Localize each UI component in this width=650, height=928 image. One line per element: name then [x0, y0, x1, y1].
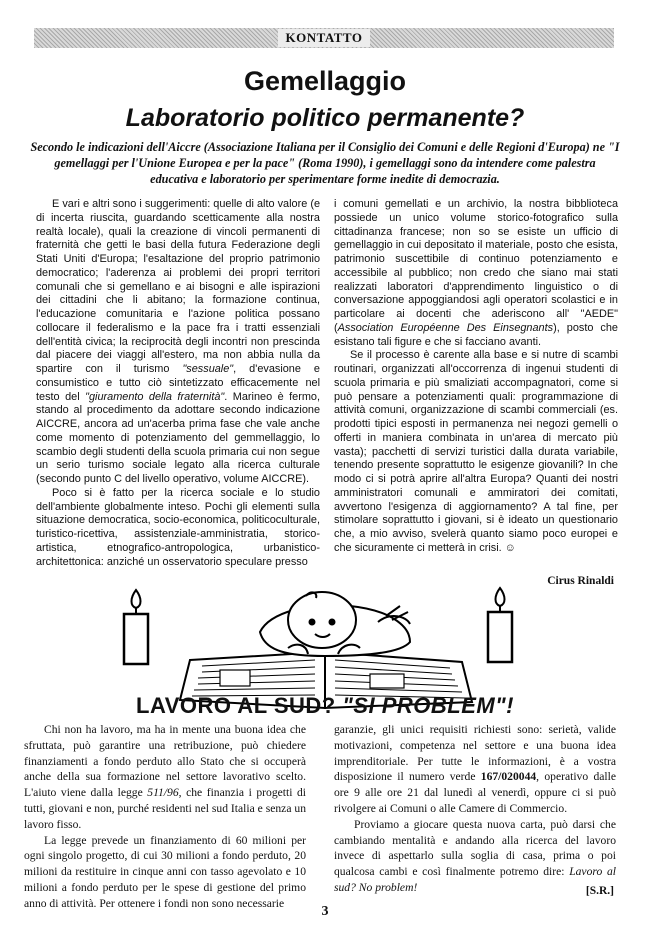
article-intro: Secondo le indicazioni dell'Aiccre (Associazione Italiana per il Consiglio dei Comuni e delle Regioni d'Europa) ne "I gemellaggi per l'Unione Europea e per la pace" (Roma 1990), i gemellaggi sono da intendere come palestra educativa e laboratorio per sperimentare forme inedite di democrazia.	[30, 140, 620, 186]
article-left-column	[36, 198, 320, 569]
paragraph: Proviamo a giocare questa nuova carta, può darsi che cambiando mentalità e andando alla ricerca del lavoro invece di aspettarlo sulla soglia di casa, prima o poi qualcosa cambi e così finalmente potremo dire: Lavoro al sud? No problem!	[334, 817, 616, 894]
paragraph: La legge prevede un finanziamento di 60 milioni per ogni singolo progetto, di cui 30 milioni a fondo perduto, 20 milioni da restituire in cinque anni con tasso agevolato e 10 milioni a fondo perduto per le spese di gestione del primo anno di attività. Per ottenere i fondi non sono necessarie	[24, 833, 306, 910]
paragraph: Chi non ha lavoro, ma ha in mente una buona idea che sfruttata, può garantire una retribuzione, può chiedere finanziamenti a fondo perduto allo Stato che si occuperà anche della sua formazione nel settore lavorativo scelto. L'aiuto viene dalla legge 511/96, che finanzia i progetti di tutti, giovani e non, purché residenti nel sud Italia e senza un lavoro fisso.	[24, 723, 306, 831]
article-title: Gemellaggio	[243, 66, 407, 96]
article2-author: [S.R.]	[585, 885, 614, 897]
baby-icon	[260, 592, 410, 656]
paragraph: i comuni gemellati e un archivio, la nostra bibblioteca possiede un unico volume storico-fotografico sulla cittadinanza francese; non so se esiste un ufficio di gemellaggio in cui depositato il materiale, posto che esista, patrimonio suscettibile di continuo potenziamento e accessibile al pubblico; non credo che siano mai stati realizzati laboratori d'apprendimento linguistico o di conversazione appoggiandosi agli operatori scolastici e in particolare ai docenti che aderiscono all' "AEDE" (Association Européenne Des Einsegnants), posto che esistano tali figure e che si facciano avanti.	[334, 198, 618, 348]
page-number: 3	[321, 904, 329, 919]
article2-left-column	[24, 722, 306, 912]
paragraph: garanzie, gli unici requisiti richiesti sono: serietà, valide motivazioni, competenza nel settore e una buona idea imprenditoriale. Per tutte le informazioni, è a vostra disposizione il numero verde 167/020044, operativo dalle ore 9 alle ore 21 dal lunedì al venerdì, oppure ci si può rivolgere ai Comuni o alle Camere di Commercio.	[334, 723, 616, 815]
article-subtitle: Laboratorio politico permanente?	[125, 104, 525, 132]
article2-headline: LAVORO AL SUD? "SI PROBLEM"!	[136, 693, 514, 718]
article-right-column	[334, 198, 618, 556]
article2-right-column	[334, 722, 616, 896]
section-label: KONTATTO	[278, 29, 371, 47]
section-header-band	[34, 28, 614, 48]
paragraph: E vari e altri sono i suggerimenti: quelle di alto valore (e di incerta riuscita, guardando scetticamente alla nostra realtà locale), quali la creazione di vincoli permanenti di fraternità che getti le basi della futura Federazione degli Stati Uniti d'Europa; l'esaltazione del proprio patrimonio democratico; l'aderenza ai problemi dei propri territori comunali che si gemellano e ai bisogni e alle ispirazioni dei cittadini che li abitano; la formazione continua, l'educazione comunitaria e l'azione politica possano collocare il federalismo e la pace fra i tratti essenziali dell'entità civica; la reciprocità degli incontri non prescinda dal piacere dei viaggi all'estero, ma non abbia nulla da spartire con il turismo "sessuale", d'evasione e consumistico e tutto ciò sintetizzato efficacemente nel testo del "giuramento della fraternità". Marineo è fermo, stando al procedimento da adottare secondo indicazione AICCRE, ancora ad un'acerba prima fase che vale anche come momento di potenziamento del gemmellaggio, lo scambio degli studenti della scuola primaria cui non segue un serio turismo sociale legato alla ricerca culturale (secondo punto C del livello operativo, volume AICCRE).	[36, 198, 321, 485]
paragraph: Se il processo è carente alla base e si nutre di scambi routinari, organizzati all'occorrenza di ingenui studenti di scuola primaria e più smaliziati accompagnatori, come si può pensare a potenziamenti quali: programmazione di attività comuni, organizzazione di scambi commerciali (es. prodotti tipici esposti in permanenza nei negozi gemelli o offerti in maniera combinata in un'area di mercato più vasta); pacchetti di servizi turistici dalla durata variabile, tenendo presente soprattutto le esigenze giovanili? In che modo ci si potrà aprire all'altra Europa? Quanti dei nostri amministratori comunali e ammiratori dei comitati, avvertono l'esigenza di aggiornamento? A tal fine, per stimolare soprattutto i giovani, si è ideato un questionario che, a mio avviso, svelerà quanto siamo poco europei e che sicuramente ci metterà in crisi. ☺	[334, 349, 618, 554]
article-author: Cirus Rinaldi	[547, 575, 614, 587]
paragraph: Poco si è fatto per la ricerca sociale e lo studio dell'ambiente globalmente inteso. Pochi gli elementi sulla situazione democratica, socio-economica, politicoculturale, turistico-ricettiva, assistenziale-amministratia, storico-artistica, etnografico-antropologica, urbanistico-architettonica: anziché un osservatorio speculare presso	[36, 486, 320, 568]
candle-icon	[124, 590, 148, 664]
candle-icon	[488, 588, 512, 662]
